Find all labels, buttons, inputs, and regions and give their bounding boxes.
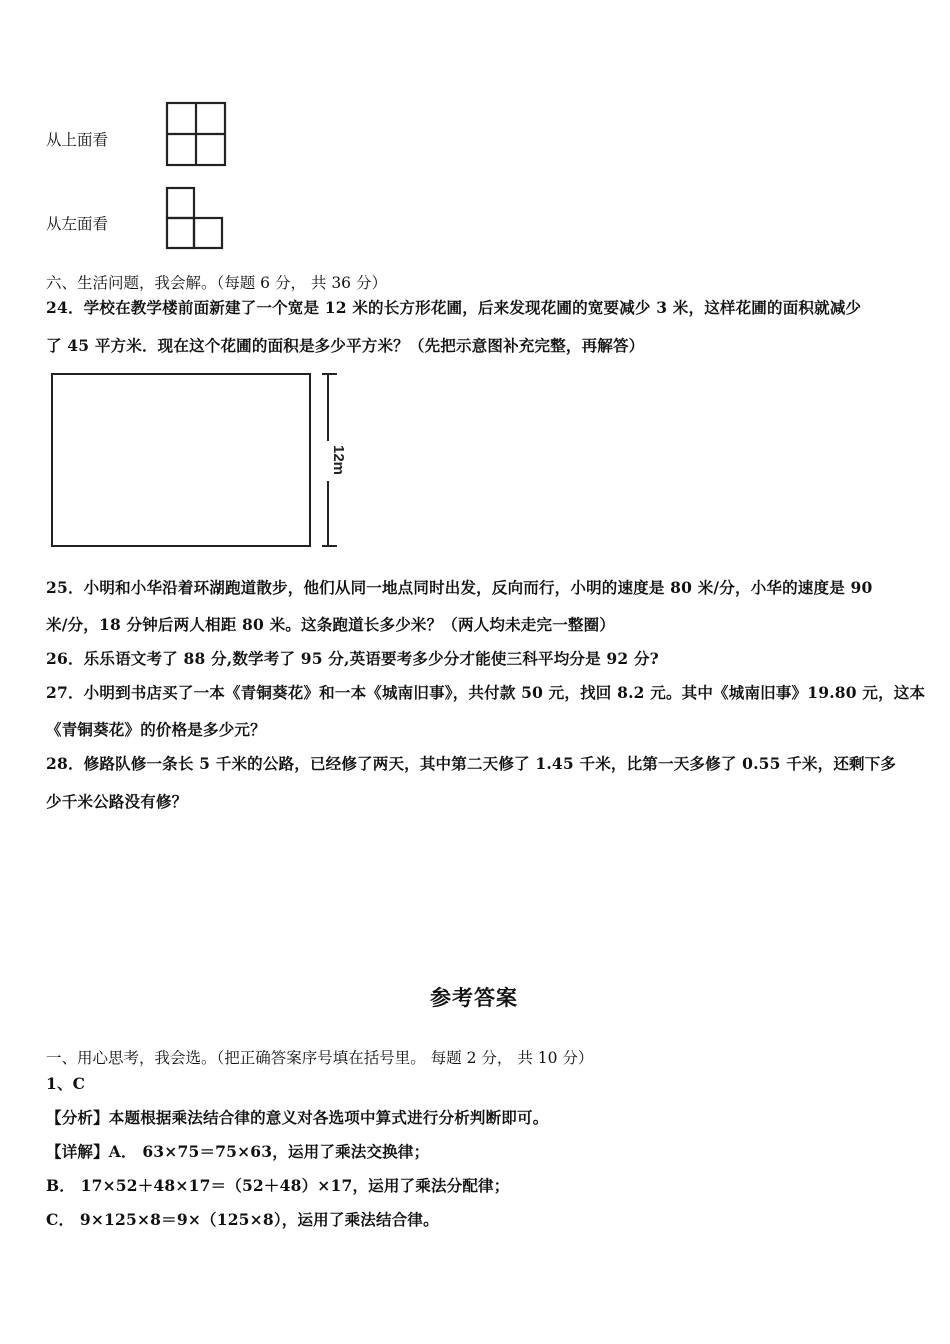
- q24-line2: 了 45 平方米．现在这个花圃的面积是多少平方米？（先把示意图补充完整，再解答）: [46, 336, 645, 355]
- left-view-figure: [165, 186, 225, 250]
- q24-line1: 24．学校在教学楼前面新建了一个宽是 12 米的长方形花圃，后来发现花圃的宽要减少 3 米，这样花圃的面积就减少: [46, 298, 862, 317]
- answer-1: 1、C: [46, 1074, 86, 1093]
- answer-1-detail-b: B． 17×52＋48×17＝（52＋48）×17，运用了乘法分配律；: [46, 1176, 510, 1195]
- q28-line1: 28．修路队修一条长 5 千米的公路，已经修了两天，其中第二天修了 1.45 千米，比第一天多修了 0.55 千米，还剩下多: [46, 754, 897, 773]
- left-view-label: 从左面看: [46, 215, 109, 233]
- answer-1-analysis: 【分析】本题根据乘法结合律的意义对各选项中算式进行分析判断即可。: [46, 1108, 549, 1127]
- answers-title: 参考答案: [430, 985, 518, 1010]
- q27-line1: 27．小明到书店买了一本《青铜葵花》和一本《城南旧事》，共付款 50 元，找回 8.2 元。其中《城南旧事》19.80 元，这本: [46, 683, 926, 702]
- top-view-figure: [165, 101, 227, 167]
- q28-line2: 少千米公路没有修？: [46, 792, 188, 811]
- section6-heading: 六、生活问题，我会解。（每题 6 分， 共 36 分）: [46, 274, 387, 292]
- q24-width-label: 12m: [330, 444, 347, 476]
- q25-line1: 25．小明和小华沿着环湖跑道散步，他们从同一地点同时出发，反向而行，小明的速度是 80 米/分，小华的速度是 90: [46, 578, 873, 597]
- q26-line1: 26．乐乐语文考了 88 分,数学考了 95 分,英语要考多少分才能使三科平均分是 92 分?: [46, 649, 659, 668]
- answer-1-detail-c: C． 9×125×8＝9×（125×8），运用了乘法结合律。: [46, 1210, 439, 1229]
- top-view-label: 从上面看: [46, 131, 109, 149]
- q24-garden-diagram: [50, 371, 350, 551]
- q25-line2: 米/分，18 分钟后两人相距 80 米。这条跑道长多少米？（两人均未走完一整圈）: [46, 615, 615, 634]
- answers-section1-heading: 一、用心思考，我会选。（把正确答案序号填在括号里。 每题 2 分， 共 10 分）: [46, 1049, 594, 1067]
- answer-1-detail-a: 【详解】A． 63×75＝75×63，运用了乘法交换律；: [46, 1142, 430, 1161]
- q27-line2: 《青铜葵花》的价格是多少元？: [46, 720, 266, 739]
